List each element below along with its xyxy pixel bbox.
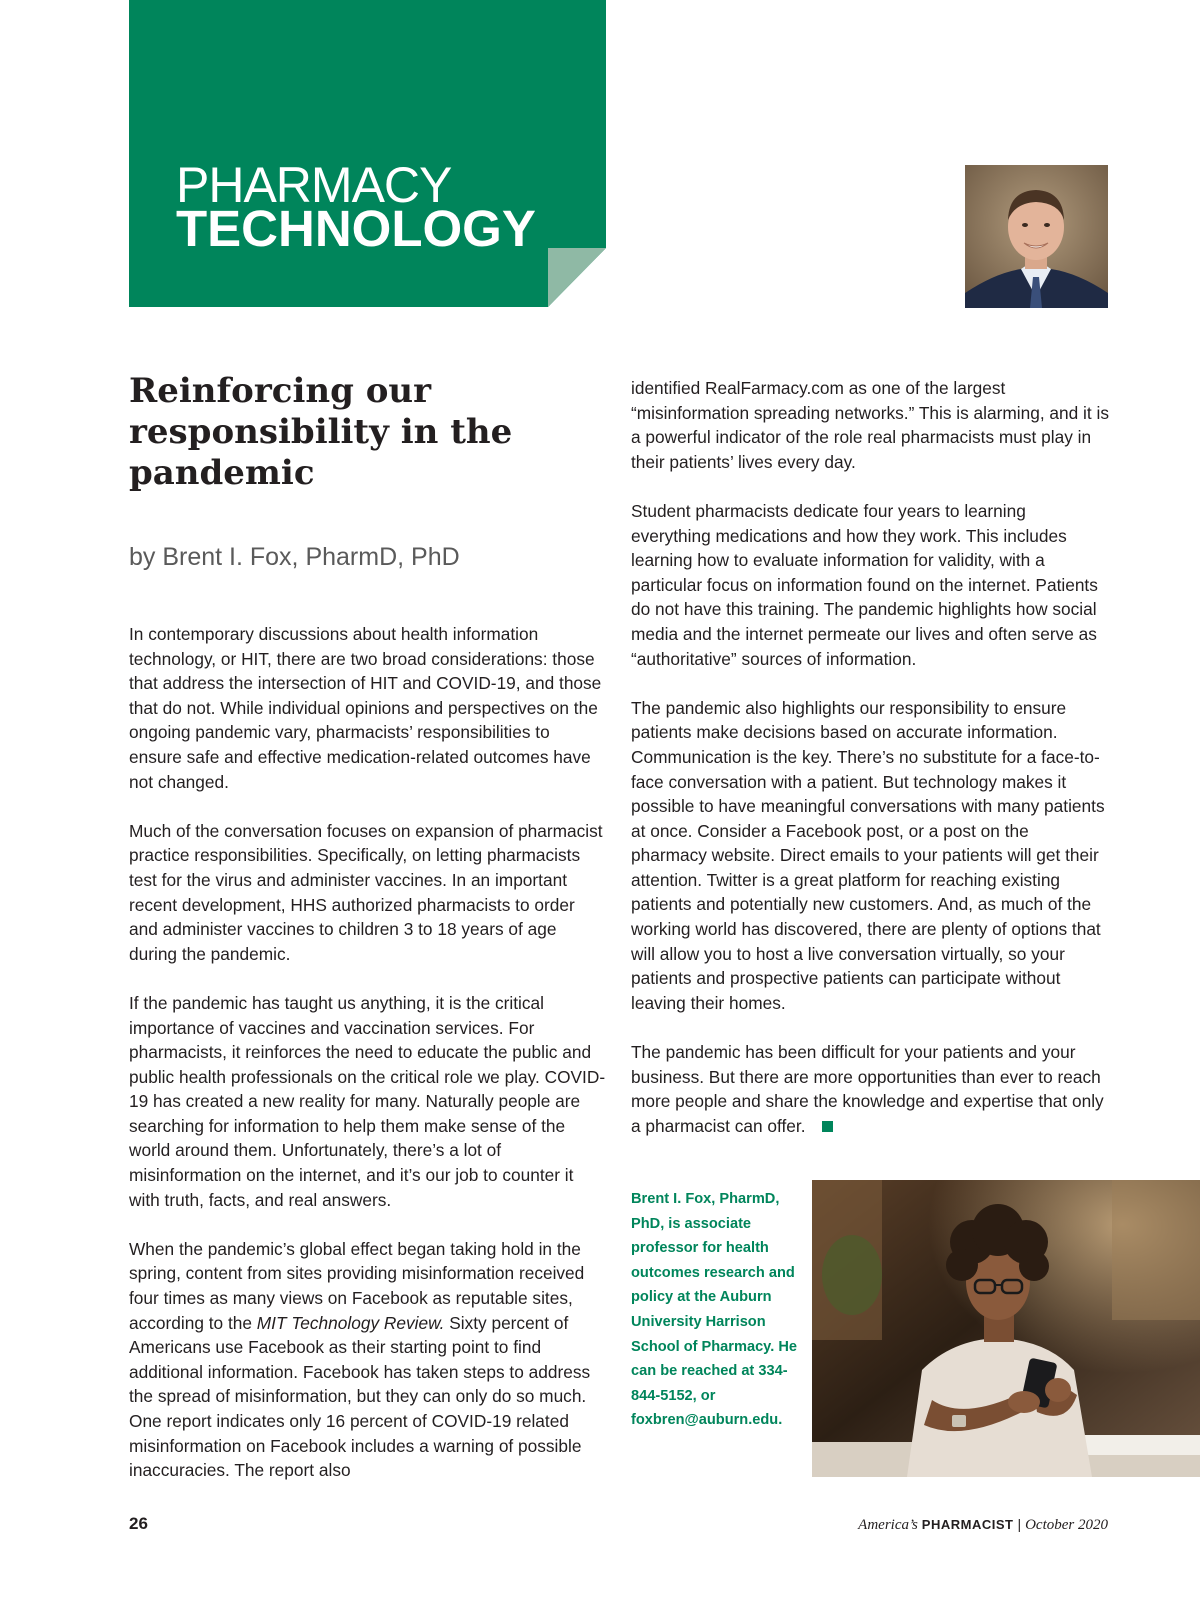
paragraph: If the pandemic has taught us anything, it is the critical importance of vaccines and vaccination services. For pharmacists, it reinforces the need to educate the public and public health professionals on the critical role we play. COVID-19 has created a new reality for many. Naturally people are searching for information to help them make sense of the world around them. Unfortunately, there’s a lot of misinformation on the internet, and it’s our job to counter it with truth, facts, and real answers.: [129, 992, 606, 1210]
paragraph: [631, 1040, 1109, 1138]
section-title-line1: PHARMACY: [176, 157, 452, 213]
end-mark-icon: [822, 1121, 833, 1132]
magazine-footer: [843, 1516, 1108, 1534]
source-title: MIT Technology Review.: [256, 1312, 445, 1333]
paragraph: Student pharmacists dedicate four years to learning everything medications and how they work. This includes learning how to evaluate information for validity, with a particular focus on information found on the internet. Patients do not have this training. The pandemic highlights how social media and the internet permeate our lives and often serve as “authoritative” sources of information.: [631, 500, 1098, 669]
page-fold-corner: [548, 248, 606, 307]
issue-date: October 2020: [1025, 1517, 1108, 1533]
footer-separator: |: [1017, 1516, 1022, 1532]
article-column-right: [631, 376, 1109, 1163]
paragraph: Much of the conversation focuses on expansion of pharmacist practice responsibilities. Specifically, on letting pharmacists test for the virus and administer vaccines. In an important recent development, HHS authorized pharmacists to order and administer vaccines to children 3 to 18 years of age during the pandemic.: [129, 820, 603, 964]
article-byline: by Brent I. Fox, PharmD, PhD: [129, 543, 460, 571]
article-column-left: [129, 622, 607, 1507]
author-bio: Brent I. Fox, PharmD, PhD, is associate professor for health outcomes research and policy at the Auburn University Harrison School of Pharmacy. He can be reached at 334-844-5152, or foxbren@auburn.edu.: [631, 1191, 797, 1429]
page-number: 26: [129, 1514, 148, 1533]
magazine-name: PHARMACIST: [921, 1517, 1014, 1532]
paragraph: identified RealFarmacy.com as one of the largest “misinformation spreading networks.” This is alarming, and it is a powerful indicator of the role real pharmacists must play in their patients’ lives every day.: [631, 378, 1109, 472]
paragraph-text: Sixty percent of Americans use Facebook as their starting point to find additional information. Facebook has taken steps to address the spread of misinformation, but they can only do so much. One report indicates only 16 percent of COVID-19 related misinformation on Facebook includes a warning of possible inaccuracies. The report also: [129, 1312, 591, 1481]
paragraph: The pandemic also highlights our responsibility to ensure patients make decisions based on accurate information. Communication is the key. There’s no substitute for a face-to-face conversation with a patient. But technology makes it possible to have meaningful conversations with many patients at once. Consider a Facebook post, or a post on the pharmacy website. Direct emails to your patients will get their attention. Twitter is a great platform for reaching existing patients and potentially new customers. And, as much of the working world has discovered, there are plenty of options that will allow you to host a live conversation virtually, so your patients and prospective patients can participate without leaving their homes.: [631, 697, 1105, 1013]
article-headline: Reinforcing our responsibility in the pandemic: [129, 371, 513, 493]
paragraph: [129, 1237, 607, 1483]
paragraph-text: The pandemic has been difficult for your patients and your business. But there are more opportunities than ever to reach more people and share the knowledge and expertise that only a pharmacist can offer.: [631, 1042, 1104, 1136]
magazine-prefix: America’s: [858, 1517, 918, 1533]
paragraph-text: When the pandemic’s global effect began taking hold in the spring, content from sites providing misinformation received four times as many views on Facebook as reputable sites, according to the: [129, 1238, 585, 1333]
paragraph: In contemporary discussions about health information technology, or HIT, there are two broad considerations: those that address the intersection of HIT and COVID-19, and those that do not. While individual opinions and perspectives on the ongoing pandemic vary, pharmacists’ responsibilities to ensure safe and effective medication-related outcomes have not changed.: [129, 624, 602, 792]
section-banner: [129, 0, 606, 307]
woman-with-phone-photo: [812, 1180, 1200, 1477]
section-title-line2: TECHNOLOGY: [176, 200, 536, 257]
author-headshot: [965, 165, 1108, 308]
